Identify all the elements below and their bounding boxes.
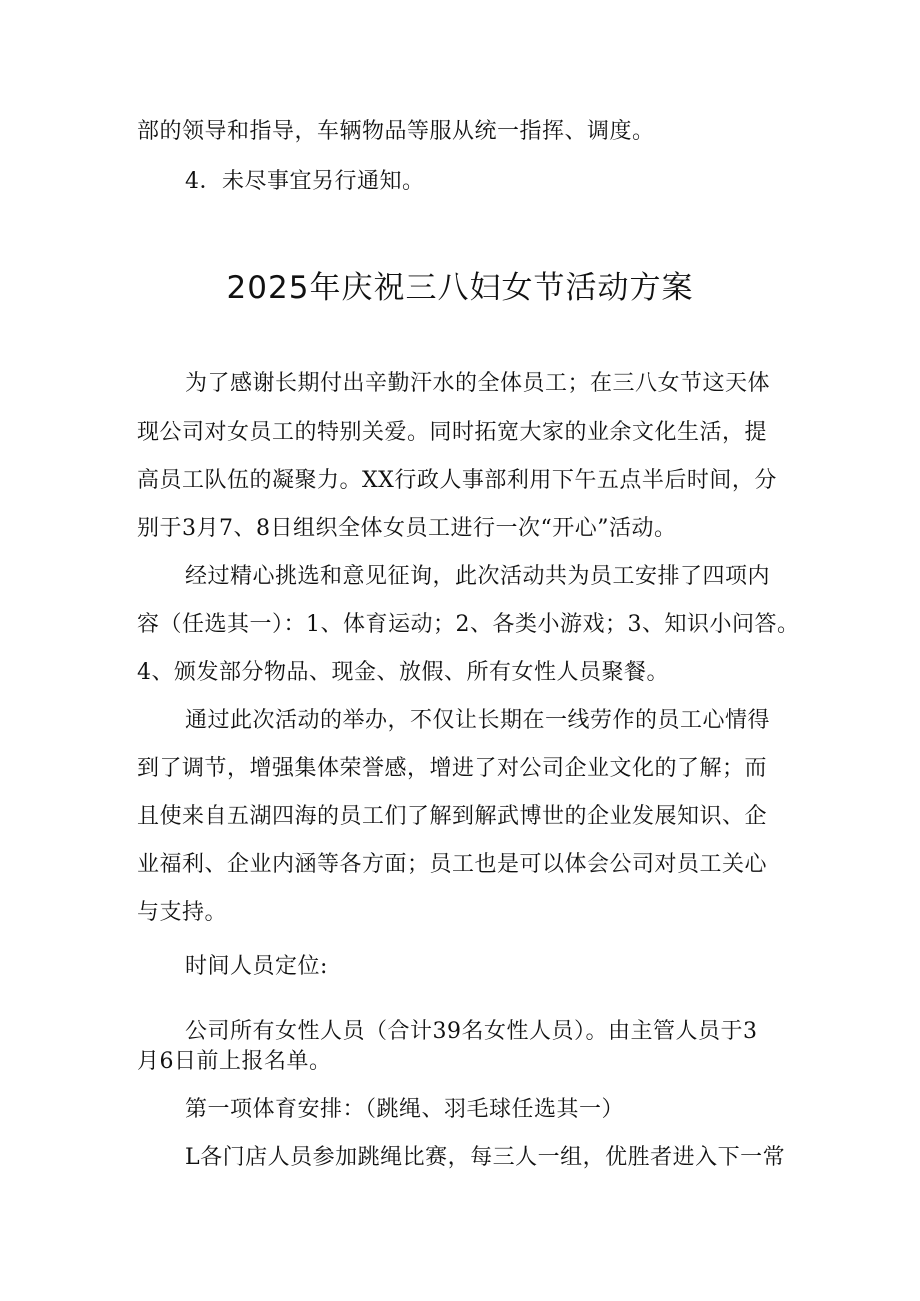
paragraph-3-line-5: 与支持。 — [137, 900, 228, 925]
paragraph-4-line-2: 月6日前上报名单。 — [137, 1049, 332, 1074]
paragraph-1-line-3: 高员工队伍的凝聚力。XX行政人事部利用下午五点半后时间，分 — [137, 468, 777, 493]
paragraph-3-line-3: 且使来自五湖四海的员工们了解到解武博世的企业发展知识、企 — [137, 804, 768, 829]
paragraph-1-line-2: 现公司对女员工的特别关爱。同时拓宽大家的业余文化生活，提 — [137, 420, 768, 445]
paragraph-3-line-1: 通过此次活动的举办，不仅让长期在一线劳作的员工心情得 — [185, 708, 771, 733]
document-title: 2025年庆祝三八妇女节活动方案 — [226, 270, 694, 306]
carryover-line-1: 部的领导和指导，车辆物品等服从统一指挥、调度。 — [137, 119, 655, 144]
paragraph-2-line-2: 容（任选其一）：1、体育运动；2、各类小游戏；3、知识小问答。 — [137, 612, 800, 637]
paragraph-1-line-1: 为了感谢长期付出辛勤汗水的全体员工；在三八女节这天体 — [185, 371, 771, 396]
paragraph-1-line-4: 别于3月7、8日组织全体女员工进行一次“开心”活动。 — [137, 516, 677, 541]
paragraph-4-line-1: 公司所有女性人员（合计39名女性人员）。由主管人员于3 — [185, 1019, 758, 1044]
paragraph-2-line-1: 经过精心挑选和意见征询，此次活动共为员工安排了四项内 — [185, 564, 771, 589]
carryover-line-2: 4．未尽事宜另行通知。 — [185, 169, 425, 194]
paragraph-3-line-4: 业福利、企业内涵等各方面；员工也是可以体会公司对员工关心 — [137, 852, 768, 877]
paragraph-5-line-1: L各门店人员参加跳绳比赛，每三人一组，优胜者进入下一常 — [185, 1145, 786, 1170]
paragraph-3-line-2: 到了调节，增强集体荣誉感，增进了对公司企业文化的了解；而 — [137, 756, 768, 781]
section-heading-time-personnel: 时间人员定位: — [185, 954, 328, 979]
paragraph-2-line-3: 4、颁发部分物品、现金、放假、所有女性人员聚餐。 — [137, 660, 669, 685]
section-heading-sports: 第一项体育安排：（跳绳、羽毛球任选其一） — [185, 1097, 625, 1122]
